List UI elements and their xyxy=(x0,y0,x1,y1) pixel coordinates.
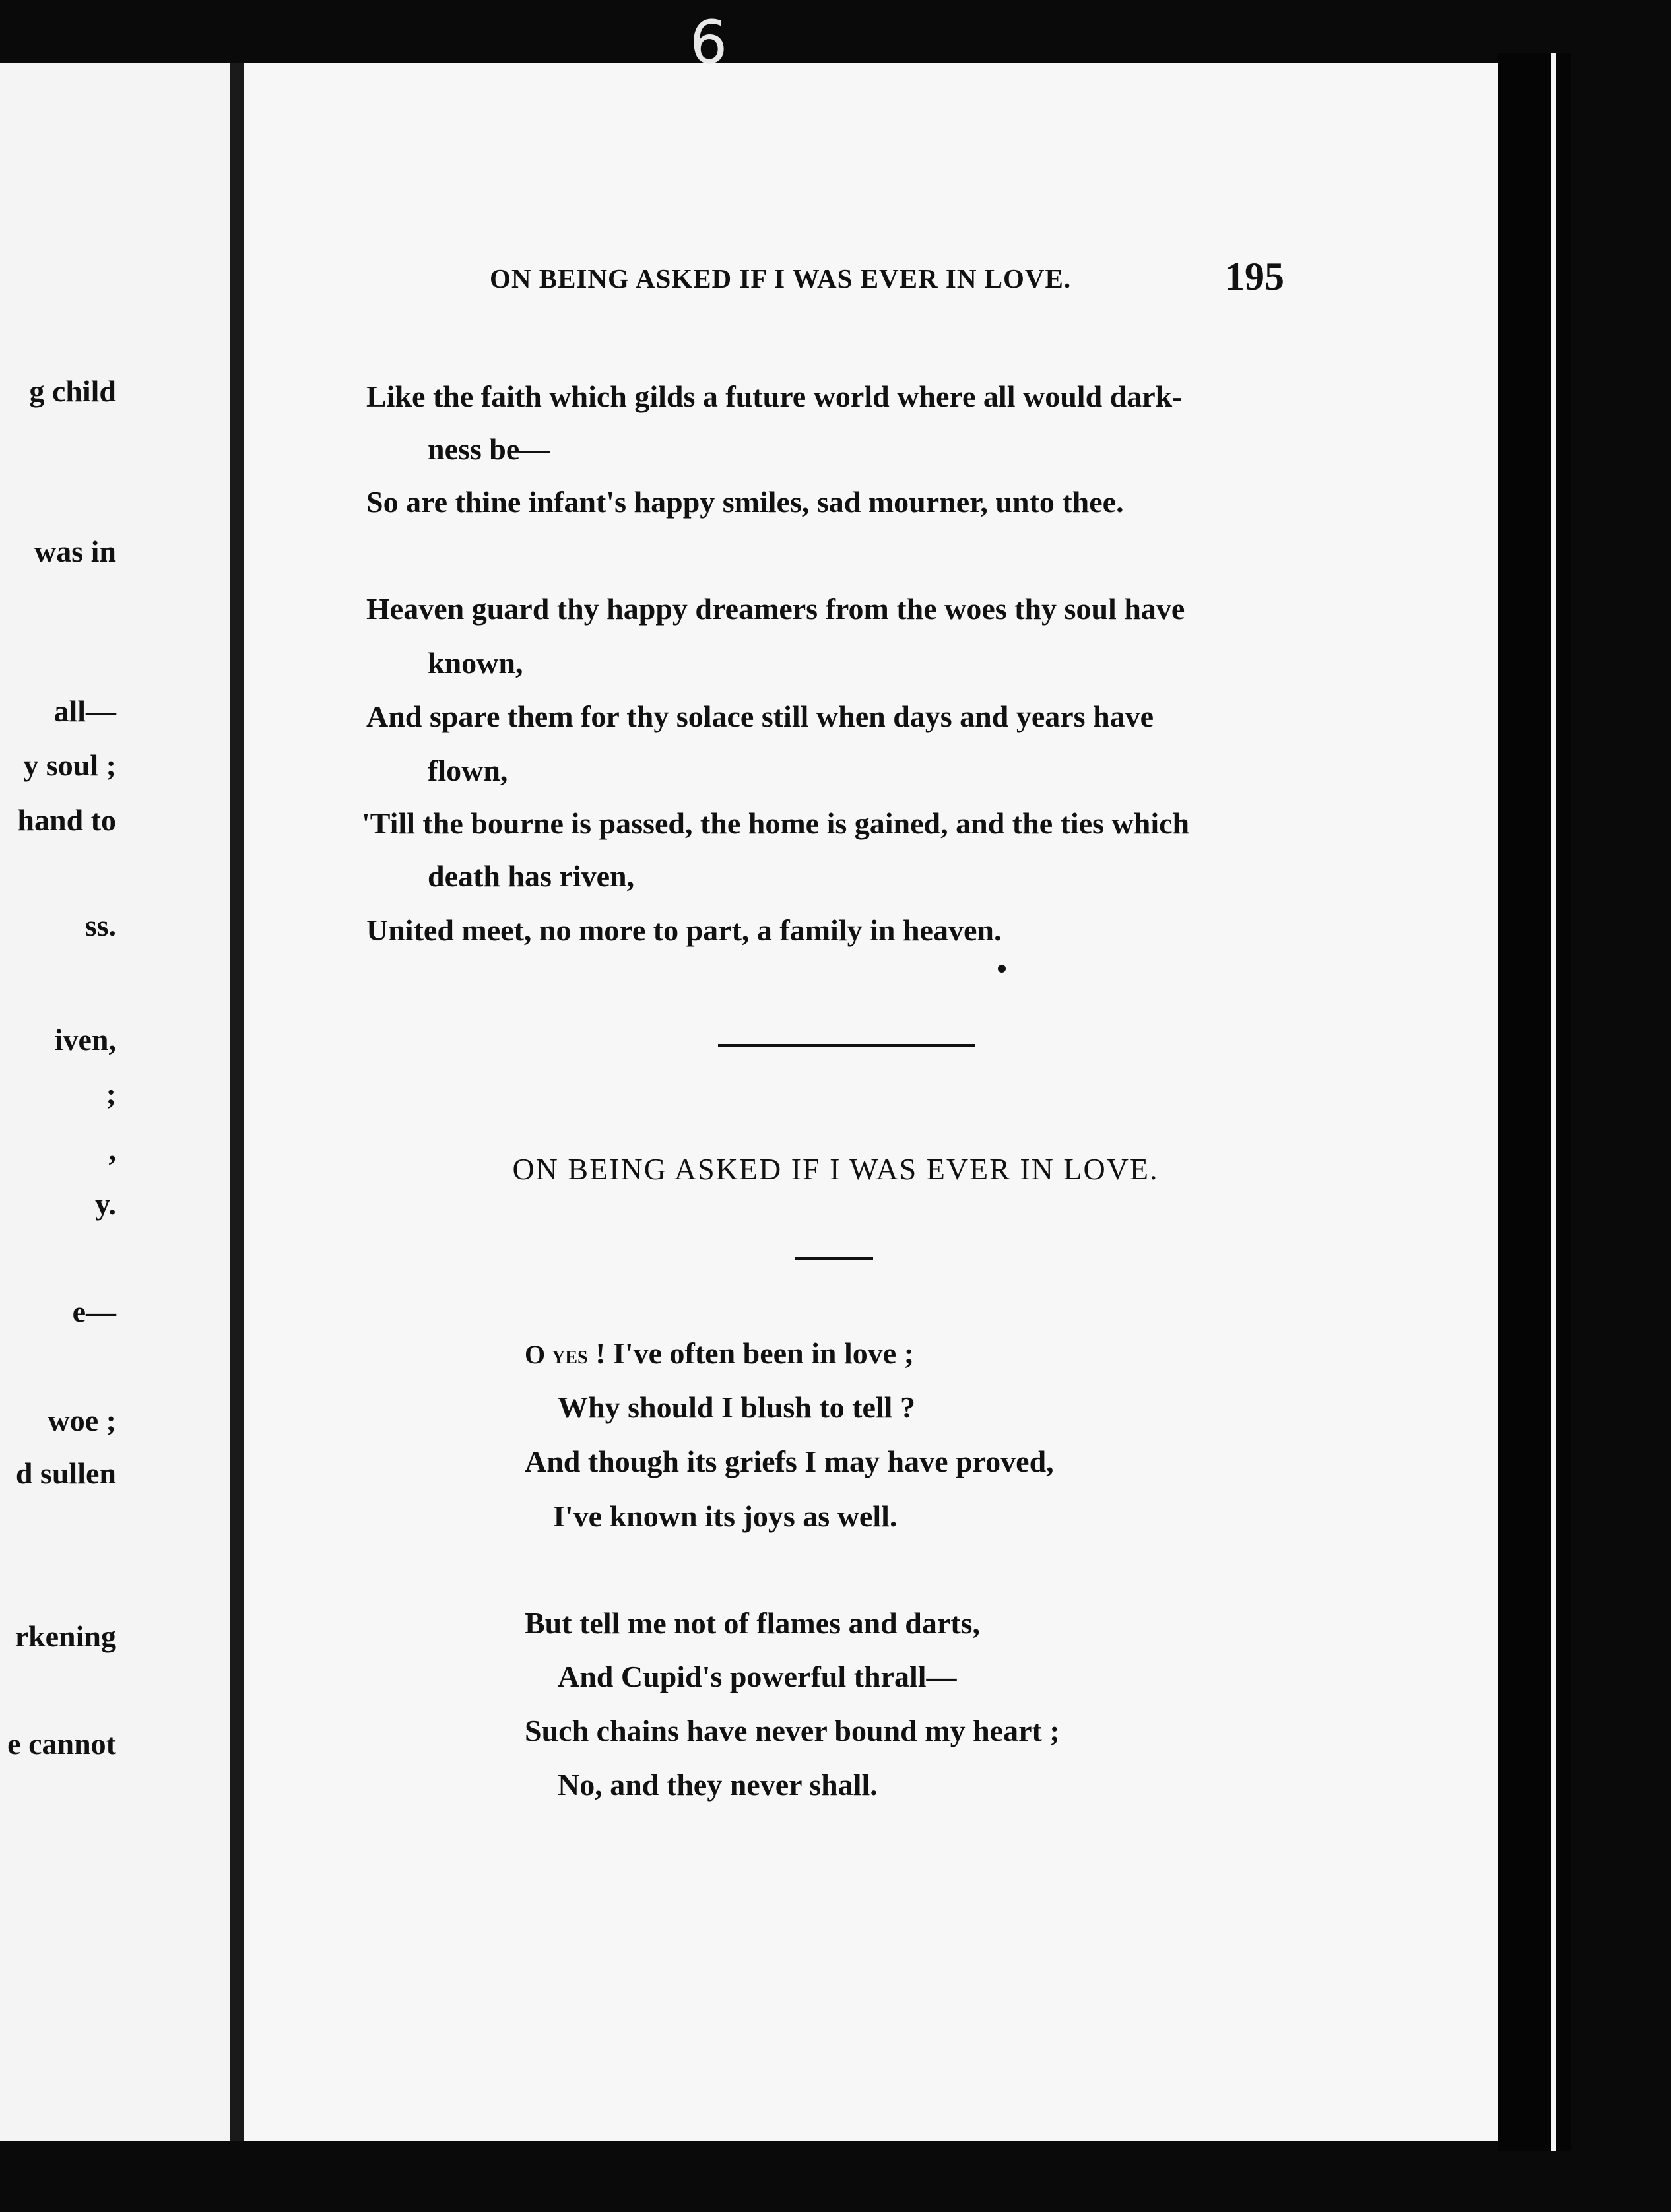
poem-line: Why should I blush to tell ? xyxy=(558,1390,915,1424)
verse-line: ness be— xyxy=(428,432,550,466)
left-fragment: g child xyxy=(29,374,116,408)
left-fragment: y. xyxy=(95,1187,116,1221)
section-divider xyxy=(718,1044,975,1047)
title-rule xyxy=(795,1257,873,1260)
left-fragment: woe ; xyxy=(48,1404,116,1437)
book-gutter xyxy=(230,63,244,2141)
left-facing-page xyxy=(0,63,230,2141)
poem-title: ON BEING ASKED IF I WAS EVER IN LOVE. xyxy=(512,1152,1159,1186)
left-fragment: e— xyxy=(72,1295,116,1328)
verse-line: United meet, no more to part, a family in heaven. xyxy=(366,913,1002,947)
verse-line: So are thine infant's happy smiles, sad mourner, unto thee. xyxy=(366,485,1124,519)
verse-line: Heaven guard thy happy dreamers from the woes thy soul have xyxy=(366,592,1185,626)
verse-line: flown, xyxy=(428,754,508,787)
opening-rest: ! I've often been in love ; xyxy=(587,1336,915,1370)
poem-line: And Cupid's powerful thrall— xyxy=(558,1660,957,1693)
poem-opening-line xyxy=(525,1338,914,1369)
page-number: 195 xyxy=(1225,255,1284,298)
poem-line: Such chains have never bound my heart ; xyxy=(525,1714,1060,1747)
opening-capitals: O yes xyxy=(525,1340,588,1369)
running-head: ON BEING ASKED IF I WAS EVER IN LOVE. xyxy=(490,263,1072,294)
ink-speck xyxy=(998,965,1006,973)
poem-line: I've known its joys as well. xyxy=(553,1499,898,1533)
verse-line: death has riven, xyxy=(428,859,635,893)
left-fragment: d sullen xyxy=(15,1456,116,1490)
left-fragment: was in xyxy=(34,535,116,568)
left-fragment: all— xyxy=(53,694,116,728)
poem-line: But tell me not of flames and darts, xyxy=(525,1606,980,1640)
verse-line: known, xyxy=(428,646,523,680)
left-fragment: ; xyxy=(106,1077,116,1111)
verse-line: And spare them for thy solace still when days and years have xyxy=(366,699,1154,733)
left-fragment: e cannot xyxy=(7,1727,116,1761)
poem-line: No, and they never shall. xyxy=(558,1768,878,1802)
left-fragment: ss. xyxy=(84,909,116,942)
verse-line: Like the faith which gilds a future world where all would dark- xyxy=(366,379,1183,413)
page-edge xyxy=(1498,53,1571,2151)
left-fragment: , xyxy=(108,1133,116,1167)
handwritten-folio-mark: 6 xyxy=(690,8,728,77)
poem-line: And though its griefs I may have proved, xyxy=(525,1445,1054,1478)
left-fragment: hand to xyxy=(17,803,116,837)
left-fragment: rkening xyxy=(15,1619,116,1653)
left-fragment: iven, xyxy=(54,1023,116,1057)
right-page xyxy=(244,63,1498,2141)
page-edge-line xyxy=(1551,53,1556,2151)
verse-line: 'Till the bourne is passed, the home is gained, and the ties which xyxy=(362,806,1190,840)
left-fragment: y soul ; xyxy=(23,748,116,782)
